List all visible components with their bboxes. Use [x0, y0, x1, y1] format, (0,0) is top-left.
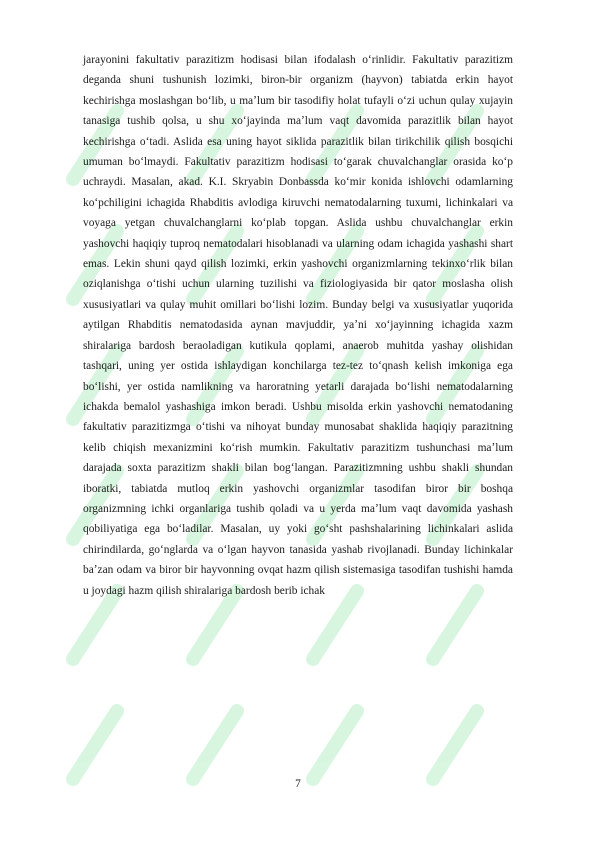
watermark-stroke	[193, 591, 237, 659]
watermark-stroke	[73, 591, 117, 659]
watermark-stroke	[193, 711, 237, 779]
watermark-stroke	[433, 591, 477, 659]
watermark-stroke	[313, 711, 357, 779]
page-number: 7	[295, 778, 301, 790]
paragraph: jarayonini fakultativ parazitizm hodisasi bilan ifodalash oʻrinlidir. Fakultativ parazitizm deganda shuni tushunish lozimki, biron-bir organizm (hayvon) tabiatda erkin hayot kechirishga moslashgan boʻlib, u maʼlum bir tasodifiy holat tufayli oʻzi uchun qulay xujayin tanasiga tushib qolsa, u shu xoʻjayinda maʼlum vaqt davomida parazitlik bilan hayot kechirishga oʻtadi. Aslida esa uning hayot siklida parazitlik bilan tirikchilik qilish bosqichi umuman boʻlmaydi. Fakultativ parazitizm hodisasi toʻgarak chuvalchanglar orasida koʻp uchraydi. Masalan, akad. K.I. Skryabin Donbassda koʻmir konida ishlovchi odamlarning koʻpchiligini ichagida Rhabditis avlodiga kiruvchi nematodalarning tuxumi, lichinkalari va voyaga yetgan chuvalchanglarni koʻplab topgan. Aslida ushbu chuvalchanglar erkin yashovchi haqiqiy tuproq nematodalari hisoblanadi va ularning odam ichagida yashashi shart emas. Lekin shuni qayd qilish lozimki, erkin yashovchi organizmlarning tekinxoʻrlik bilan oziqlanishga oʻtishi uchun ularning tuzilishi va fiziologiyasida bir qator moslasha olish xususiyatlari va qulay muhit omillari boʻlishi lozim. Bunday belgi va xususiyatlar yuqorida aytilgan Rhabditis nematodasida aynan mavjuddir, yaʼni xoʻjayinning ichagida xazm shiralariga bardosh beraoladigan kutikula qoplami, anaerob muhitda yashay olishidan tashqari, uning yer ostida ishlaydigan konchilarga tez-tez toʻqnash kelish imkoniga ega boʻlishi, yer ostida namlikning va haroratning yetarli darajada boʻlishi nematodalarning ichakda bemalol yashashiga imkon beradi. Ushbu misolda erkin yashovchi nematodaning fakultativ parazitizmga oʻtishi va nihoyat bunday munosabat shaklida haqiqiy parazitning kelib chiqish mexanizmini koʻrish mumkin. Fakultativ parazitizm tushunchasi maʼlum darajada soxta parazitizm shakli bilan bogʻlangan. Parazitizmning ushbu shakli shundan iboratki, tabiatda mutloq erkin yashovchi organizmlar tasodifan biror bir boshqa organizmning ichki organlariga tushib qoladi va u yerda maʼlum vaqt davomida yashash qobiliyatiga ega boʻladilar. Masalan, uy yoki goʻsht pashshalarining lichinkalari aslida chirindilarda, goʻnglarda va oʻlgan hayvon tanasida yashab rivojlanadi. Bunday lichinkalar baʼzan odam va biror bir hayvonning ovqat hazm qilish sistemasiga tasodifan tushishi hamda u joydagi hazm qilish shiralariga bardosh berib ichak	[83, 54, 513, 597]
watermark-stroke	[313, 591, 357, 659]
body-text	[83, 50, 513, 601]
watermark-stroke	[73, 711, 117, 779]
watermark-stroke	[433, 711, 477, 779]
